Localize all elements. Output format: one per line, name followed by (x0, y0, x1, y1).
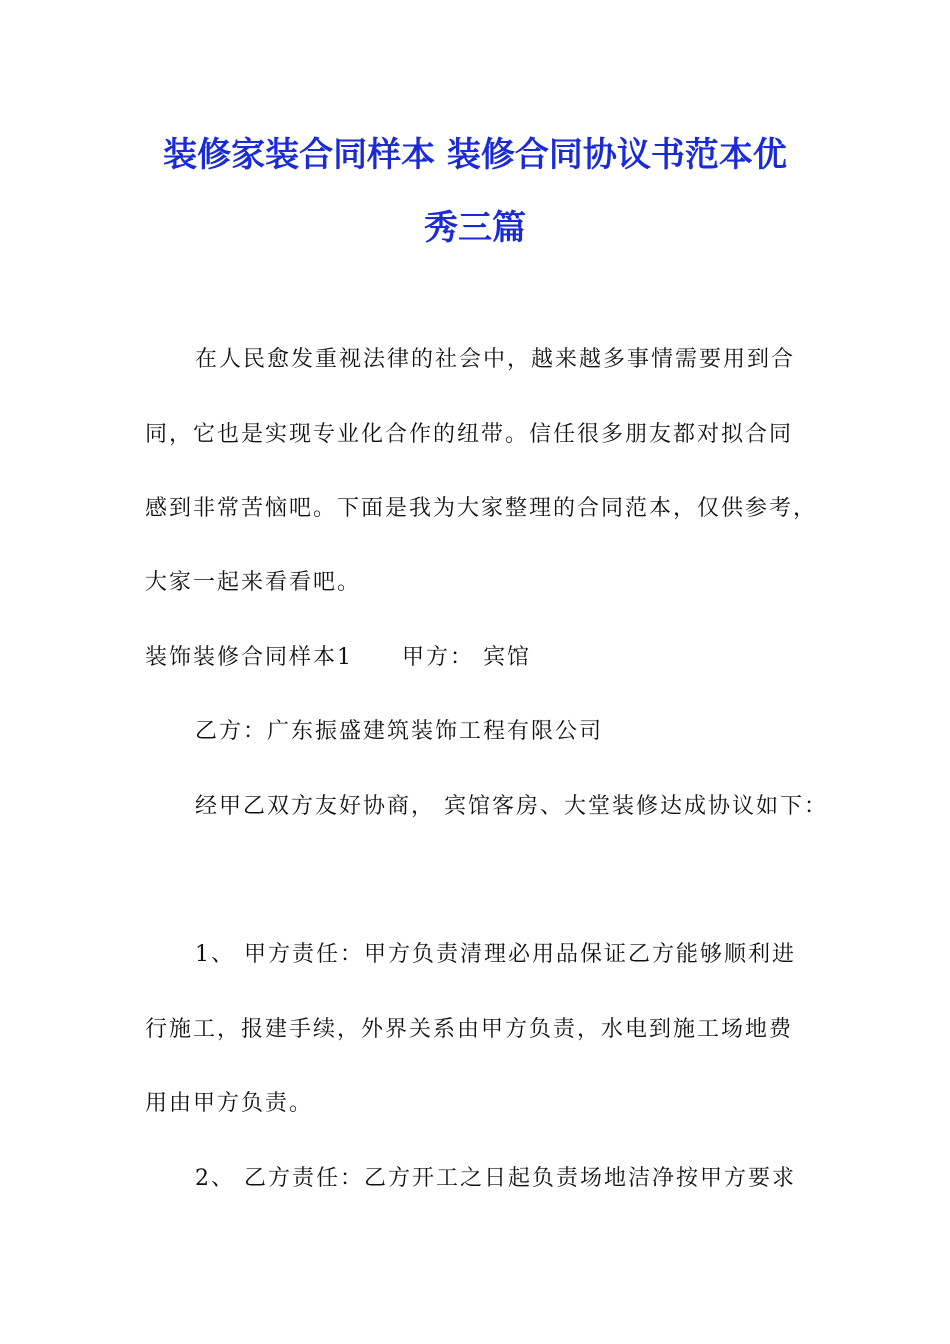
agreement-intro: 经甲乙双方友好协商， 宾馆客房、大堂装修达成协议如下： (195, 794, 828, 819)
party-a: 甲方： 宾馆 (402, 645, 531, 670)
clause-1-line-1: 1、 甲方责任：甲方负责清理必用品保证乙方能够顺利进 (195, 942, 796, 967)
intro-line-2: 同，它也是实现专业化合作的纽带。信任很多朋友都对拟合同 (145, 422, 794, 447)
clause-1-line-2: 行施工，报建手续，外界关系由甲方负责，水电到施工场地费 (145, 1017, 794, 1042)
intro-line-4: 大家一起来看看吧。 (145, 570, 362, 595)
document-title-line-1: 装修家装合同样本 装修合同协议书范本优 (163, 135, 787, 175)
document-title-line-2: 秀三篇 (424, 208, 526, 248)
clause-2-line-1: 2、 乙方责任：乙方开工之日起负责场地洁净按甲方要求 (195, 1166, 796, 1191)
intro-line-1: 在人民愈发重视法律的社会中，越来越多事情需要用到合 (195, 347, 796, 372)
clause-1-line-3: 用由甲方负责。 (145, 1091, 314, 1116)
contract-heading: 装饰装修合同样本1 (145, 645, 353, 670)
intro-line-3: 感到非常苦恼吧。下面是我为大家整理的合同范本，仅供参考， (145, 496, 818, 521)
party-b: 乙方：广东振盛建筑装饰工程有限公司 (195, 719, 604, 744)
